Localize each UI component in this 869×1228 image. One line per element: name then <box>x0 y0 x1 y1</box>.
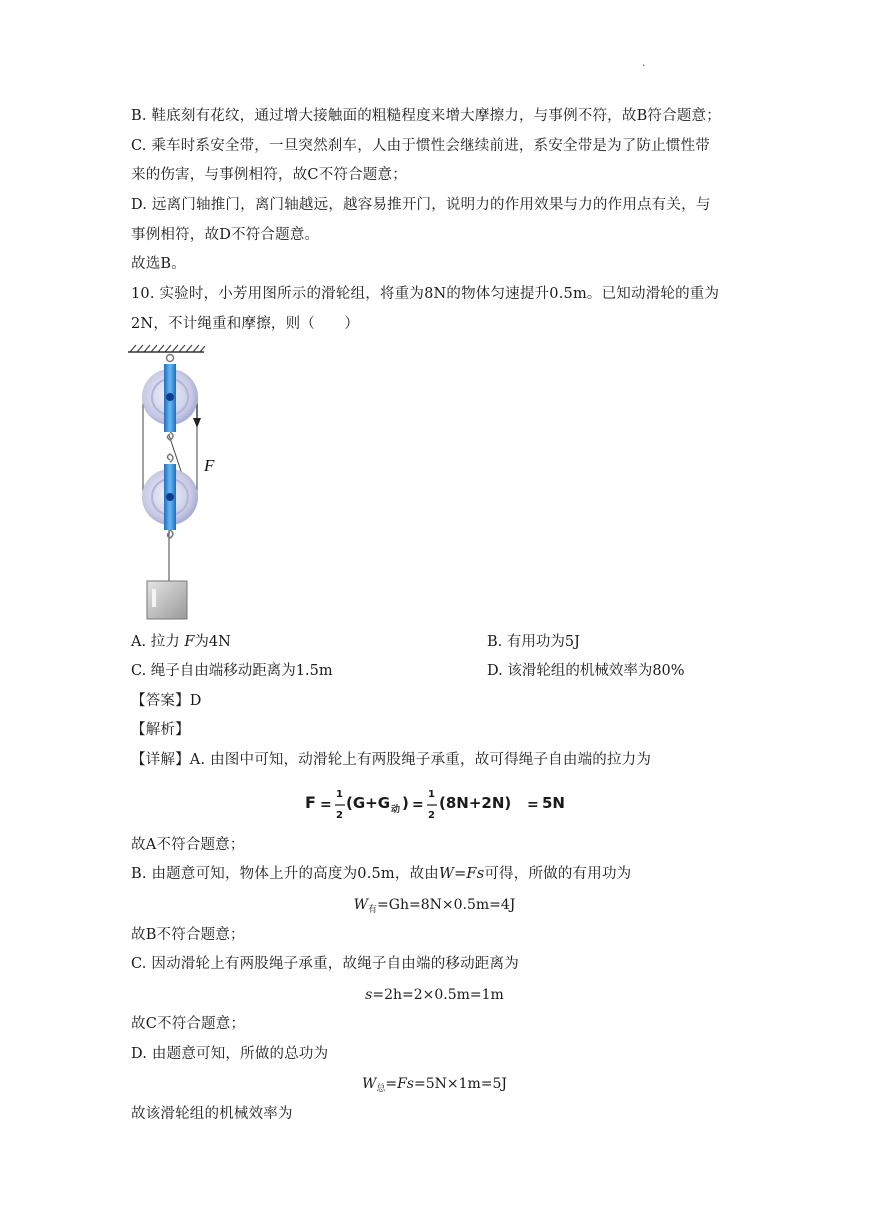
question-line-1: 10. 实验时，小芳用图所示的滑轮组，将重为8N的物体匀速提升0.5m。已知动滑轮的重为 <box>131 286 720 302</box>
force-label: F <box>204 456 215 475</box>
svg-text:=: = <box>412 797 424 813</box>
equation-total-work: $W_总=Fs=5N\times 1m=5J$ <box>361 1076 508 1094</box>
weight-block <box>147 581 187 619</box>
solution-line-c1: C. 乘车时系安全带，一旦突然刹车，人由于惯性会继续前进，系安全带是为了防止惯性带 <box>131 138 710 154</box>
b-conclusion: 故B不符合题意； <box>131 927 245 943</box>
movable-pulley <box>142 454 198 538</box>
svg-text:(8N+2N): (8N+2N) <box>439 794 512 812</box>
svg-text:2: 2 <box>336 810 343 821</box>
solution-line-d2: 事例相符，故D不符合题意。 <box>131 227 320 243</box>
final-line: 故该滑轮组的机械效率为 <box>131 1106 293 1122</box>
svg-text:动: 动 <box>391 805 401 815</box>
header-mark: . <box>642 56 646 69</box>
detail-a: 【详解】A. 由图中可知，动滑轮上有两股绳子承重，故可得绳子自由端的拉力为 <box>131 752 652 768</box>
question-line-2: 2N，不计绳重和摩擦，则（ ） <box>131 316 360 332</box>
answer-label: 【答案】D <box>131 693 202 709</box>
fixed-pulley <box>142 364 198 440</box>
option-b: B. 有用功为5J <box>487 634 580 650</box>
c-conclusion: 故C不符合题意； <box>131 1016 246 1032</box>
equation-pull-force <box>305 787 575 827</box>
option-c: C. 绳子自由端移动距离为1.5m <box>131 663 333 679</box>
ceiling-hatch <box>128 345 205 352</box>
svg-text:=: = <box>320 797 332 813</box>
svg-text:=: = <box>527 797 539 813</box>
svg-text:(G+G: (G+G <box>346 794 391 812</box>
option-a: A. 拉力 F为4N <box>131 634 231 650</box>
solution-line-d1: D. 远离门轴推门，离门轴越远，越容易推开门，说明力的作用效果与力的作用点有关，与 <box>131 197 711 213</box>
detail-b: B. 由题意可知，物体上升的高度为0.5m，故由W=Fs可得，所做的有用功为 <box>131 866 632 882</box>
solution-conclusion: 故选B。 <box>131 256 186 272</box>
option-d: D. 该滑轮组的机械效率为80% <box>487 663 685 679</box>
analysis-label: 【解析】 <box>131 722 190 738</box>
a-conclusion: 故A不符合题意； <box>131 837 245 853</box>
svg-text:F: F <box>305 793 316 812</box>
equation-useful-work: $W_有=Gh=8N\times 0.5m=4J$ <box>353 897 516 915</box>
pulley-system-figure <box>128 340 238 625</box>
equation-distance: s=2h=2×0.5m=1m <box>365 987 504 1003</box>
svg-text:1: 1 <box>428 789 435 800</box>
solution-line-b: B. 鞋底刻有花纹，通过增大接触面的粗糙程度来增大摩擦力，与事例不符，故B符合题意； <box>131 108 721 124</box>
detail-d: D. 由题意可知，所做的总功为 <box>131 1046 329 1062</box>
svg-text:1: 1 <box>336 789 343 800</box>
svg-text:): ) <box>402 794 409 812</box>
solution-line-c2: 来的伤害，与事例相符，故C不符合题意； <box>131 167 407 183</box>
svg-text:2: 2 <box>428 810 435 821</box>
detail-c: C. 因动滑轮上有两股绳子承重，故绳子自由端的移动距离为 <box>131 956 519 972</box>
svg-text:5N: 5N <box>542 794 565 812</box>
